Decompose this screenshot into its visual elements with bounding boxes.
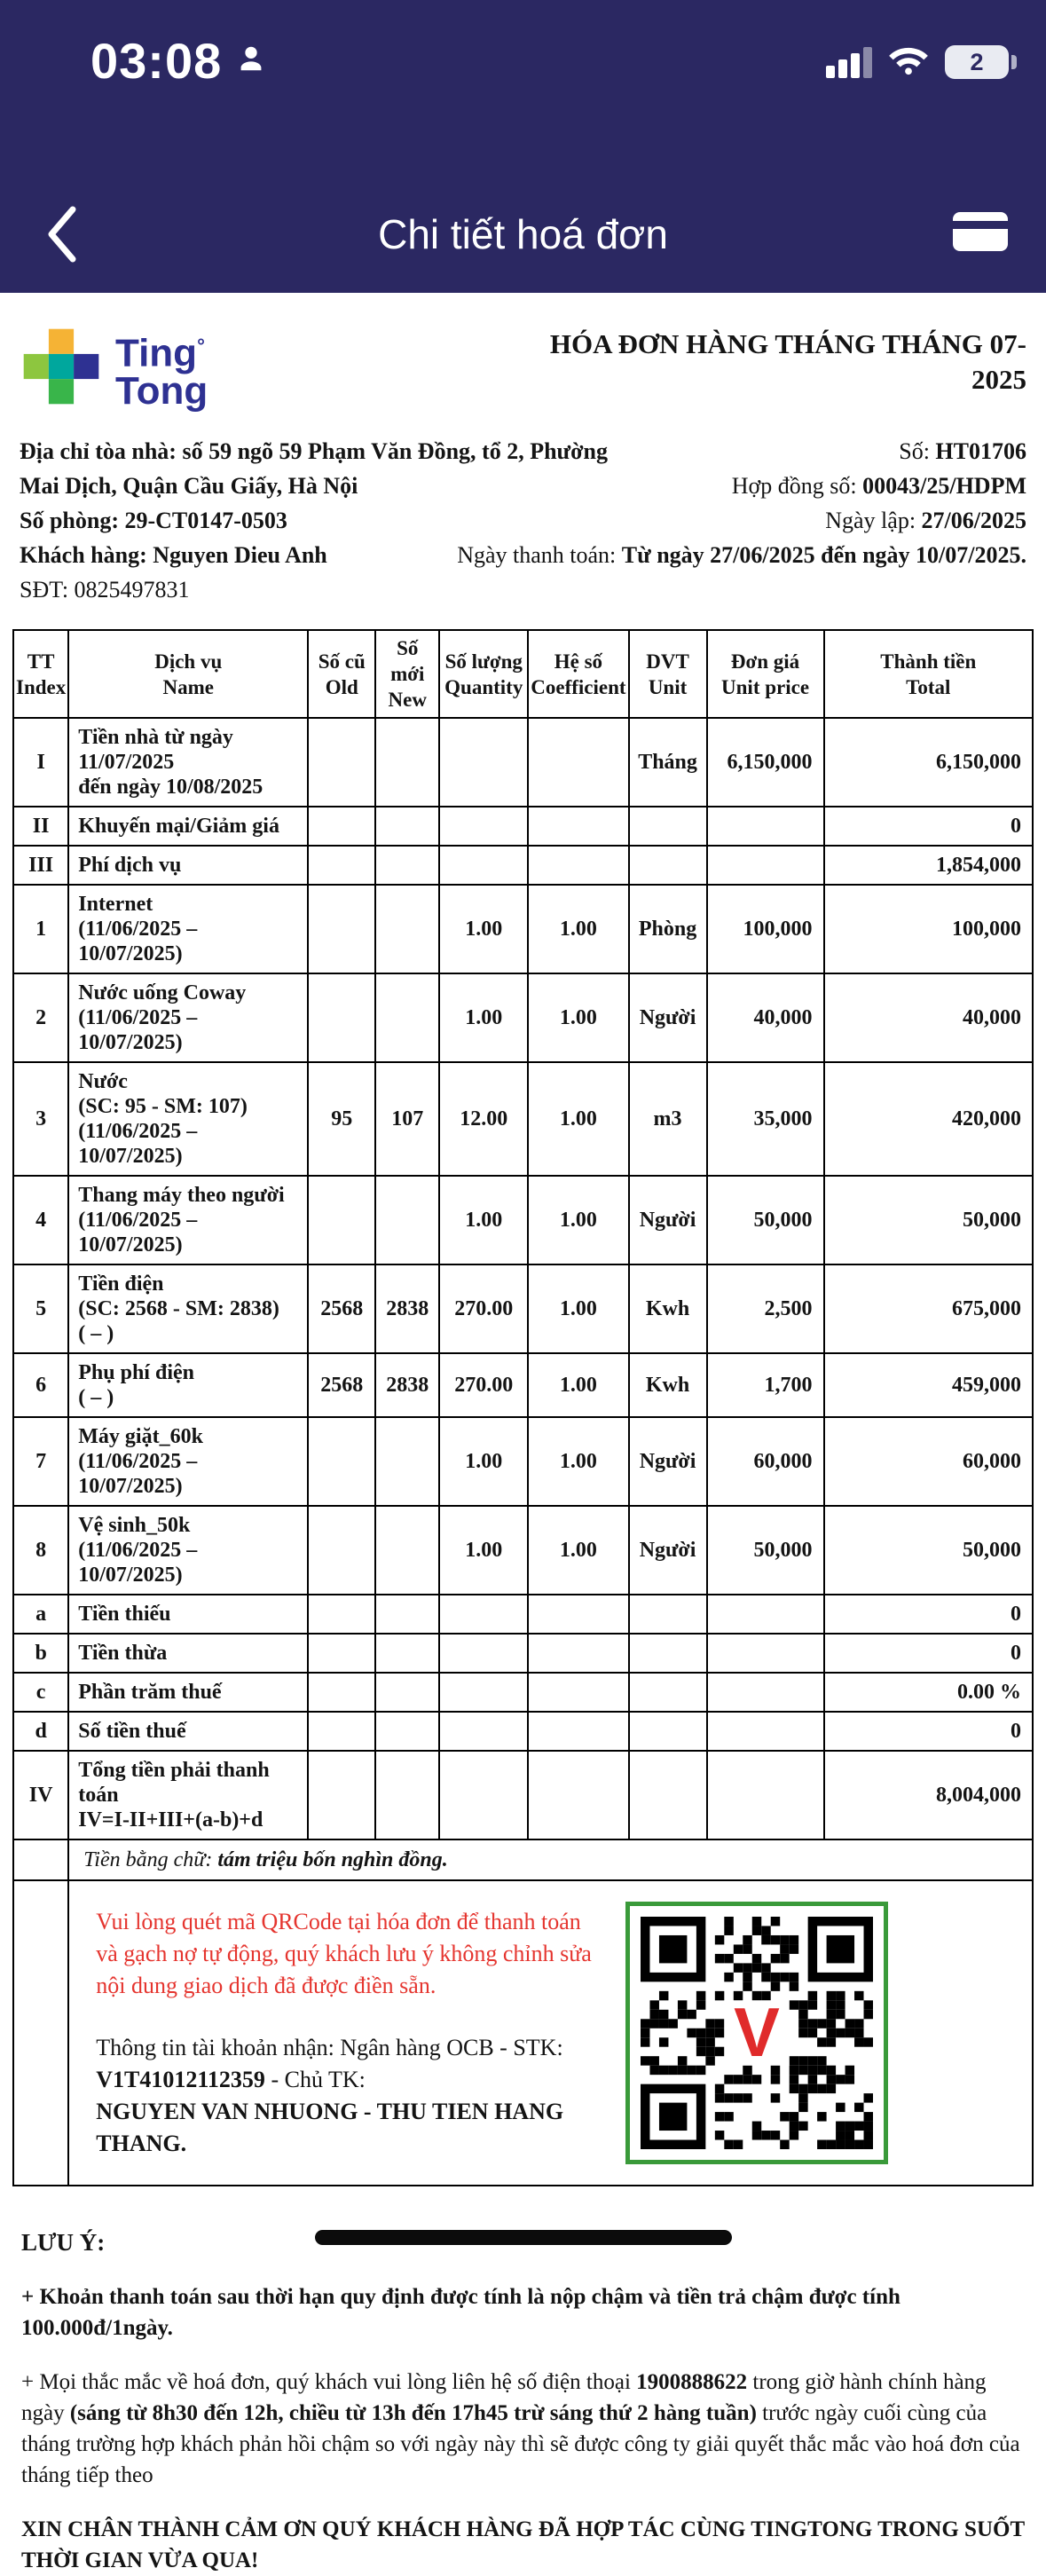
column-header: Số cũ Old	[308, 630, 375, 718]
table-row	[13, 885, 1033, 973]
qr-instruction-text: Vui lòng quét mã QRCode tại hóa đơn để thanh toán và gạch nợ tự động, quý khách lưu ý không chỉnh sửa nội dung giao dịch đã được điền sẵn.	[96, 1909, 592, 1998]
table-cell: 2838	[375, 1264, 439, 1353]
invoice-table	[12, 629, 1034, 2186]
table-cell: III	[13, 846, 68, 885]
table-cell	[528, 846, 628, 885]
table-cell: m3	[629, 1062, 707, 1176]
table-cell: 1.00	[439, 1506, 528, 1595]
table-cell: I	[13, 718, 68, 807]
table-row	[13, 1353, 1033, 1417]
table-cell	[375, 846, 439, 885]
table-row	[13, 973, 1033, 1062]
account-number: V1T41012112359	[96, 2067, 265, 2092]
invoice-title-line1: HÓA ĐƠN HÀNG THÁNG THÁNG 07-	[549, 328, 1026, 359]
table-cell: Vệ sinh_50k (11/06/2025 – 10/07/2025)	[68, 1506, 308, 1595]
table-cell: Thang máy theo người (11/06/2025 – 10/07/2025)	[68, 1176, 308, 1264]
table-cell: Nước uống Coway (11/06/2025 – 10/07/2025)	[68, 973, 308, 1062]
note-contact-hours: (sáng từ 8h30 đến 12h, chiều từ 13h đến 17h45 trừ sáng thứ 2 hàng tuần)	[69, 2401, 757, 2425]
table-cell: Tiền nhà từ ngày 11/07/2025 đến ngày 10/08/2025	[68, 718, 308, 807]
person-icon	[234, 42, 268, 80]
qr-code	[625, 1902, 888, 2164]
table-cell: Phụ phí điện ( – )	[68, 1353, 308, 1417]
table-cell	[308, 807, 375, 846]
table-row	[13, 718, 1033, 807]
table-cell: 50,000	[824, 1506, 1033, 1595]
table-cell: 1.00	[528, 885, 628, 973]
table-cell: 1.00	[439, 973, 528, 1062]
table-cell: 2568	[308, 1353, 375, 1417]
table-cell	[308, 1176, 375, 1264]
table-cell: 0	[824, 1595, 1033, 1634]
note-contact-post: trước ngày cuối cùng của tháng trường hợp khách phản hồi chậm so với ngày này thì sẽ được công ty giải quyết thắc mắc vào hoá đơn của tháng tiếp theo	[21, 2401, 1020, 2487]
table-cell: 2568	[308, 1264, 375, 1353]
table-cell	[375, 1634, 439, 1673]
table-cell	[528, 718, 628, 807]
table-row	[13, 1264, 1033, 1353]
table-cell	[375, 1176, 439, 1264]
column-header: Hệ số Coefficient	[528, 630, 628, 718]
table-cell: IV	[13, 1751, 68, 1839]
column-header: Dịch vụ Name	[68, 630, 308, 718]
table-cell	[308, 1595, 375, 1634]
table-cell: Phí dịch vụ	[68, 846, 308, 885]
table-cell: 1,854,000	[824, 846, 1033, 885]
table-cell: Tháng	[629, 718, 707, 807]
table-cell	[375, 885, 439, 973]
info-line: Khách hàng: Nguyen Dieu Anh	[20, 542, 327, 568]
qr-row	[13, 1880, 1033, 2186]
table-cell: 12.00	[439, 1062, 528, 1176]
status-time-group	[90, 32, 268, 90]
account-info-text	[96, 2032, 599, 2160]
amount-in-words	[68, 1839, 1033, 1880]
column-header: Đơn giá Unit price	[707, 630, 824, 718]
table-cell	[528, 807, 628, 846]
table-cell: a	[13, 1595, 68, 1634]
table-cell: Kwh	[629, 1353, 707, 1417]
table-cell: 459,000	[824, 1353, 1033, 1417]
qr-section	[68, 1880, 1033, 2186]
table-cell: d	[13, 1712, 68, 1751]
table-cell: 2	[13, 973, 68, 1062]
table-cell: 1.00	[439, 1176, 528, 1264]
table-row	[13, 1751, 1033, 1839]
signal-strength-icon	[826, 47, 872, 78]
table-row	[13, 1506, 1033, 1595]
table-cell: 2,500	[707, 1264, 824, 1353]
table-cell: c	[13, 1673, 68, 1712]
table-cell: Tổng tiền phải thanh toán IV=I-II+III+(a-b)+d	[68, 1751, 308, 1839]
table-row	[13, 1417, 1033, 1506]
nav-bar	[0, 185, 1046, 284]
table-cell: 2838	[375, 1353, 439, 1417]
table-cell	[439, 1595, 528, 1634]
invoice-top-row	[12, 319, 1034, 413]
table-cell	[439, 846, 528, 885]
table-cell: 4	[13, 1176, 68, 1264]
info-line: Số: HT01706	[899, 438, 1026, 464]
table-cell: 1.00	[528, 1264, 628, 1353]
table-cell	[13, 1839, 68, 1880]
table-cell	[707, 1673, 824, 1712]
table-cell	[308, 718, 375, 807]
table-row	[13, 1673, 1033, 1712]
table-cell: Tiền thừa	[68, 1634, 308, 1673]
page-title: Chi tiết hoá đơn	[378, 211, 668, 257]
table-cell	[707, 846, 824, 885]
table-row	[13, 1176, 1033, 1264]
table-cell: 95	[308, 1062, 375, 1176]
table-cell: 8	[13, 1506, 68, 1595]
table-cell: 40,000	[707, 973, 824, 1062]
notes-section	[12, 2227, 1034, 2576]
note-thanks: XIN CHÂN THÀNH CẢM ƠN QUÝ KHÁCH HÀNG ĐÃ HỢP TÁC CÙNG TINGTONG TRONG SUỐT THỜI GIAN VỪA QUA!	[21, 2517, 1025, 2572]
info-line: Ngày lập: 27/06/2025	[825, 508, 1026, 533]
table-cell: Phòng	[629, 885, 707, 973]
table-cell: 8,004,000	[824, 1751, 1033, 1839]
account-pre: Thông tin tài khoản nhận: Ngân hàng OCB - STK:	[96, 2035, 563, 2060]
table-cell	[375, 1712, 439, 1751]
table-cell: 675,000	[824, 1264, 1033, 1353]
table-cell: 1,700	[707, 1353, 824, 1417]
status-icons	[826, 43, 1009, 82]
column-header: DVT Unit	[629, 630, 707, 718]
table-cell	[629, 1751, 707, 1839]
table-cell: 100,000	[824, 885, 1033, 973]
table-cell	[375, 807, 439, 846]
table-row	[13, 1712, 1033, 1751]
table-cell	[439, 718, 528, 807]
table-cell	[528, 1595, 628, 1634]
table-cell	[629, 1634, 707, 1673]
table-cell: 6,150,000	[824, 718, 1033, 807]
table-cell: Kwh	[629, 1264, 707, 1353]
brand-line1: Ting	[115, 331, 198, 375]
table-cell	[629, 846, 707, 885]
table-cell: 1.00	[528, 1353, 628, 1417]
table-cell	[707, 1634, 824, 1673]
table-cell	[375, 973, 439, 1062]
table-cell: Nước (SC: 95 - SM: 107) (11/06/2025 – 10/07/2025)	[68, 1062, 308, 1176]
status-bar	[0, 32, 1046, 89]
table-cell: 100,000	[707, 885, 824, 973]
table-row	[13, 846, 1033, 885]
table-cell	[308, 1417, 375, 1506]
account-mid: - Chủ TK:	[264, 2067, 366, 2092]
table-cell	[375, 1751, 439, 1839]
amount-in-words-value: tám triệu bốn nghìn đồng.	[217, 1848, 448, 1871]
info-line: Hợp đồng số: 00043/25/HDPM	[731, 473, 1026, 499]
table-row	[13, 1634, 1033, 1673]
table-cell	[439, 1673, 528, 1712]
note-contact-phone: 1900888622	[636, 2370, 748, 2394]
table-cell	[707, 1712, 824, 1751]
table-cell: 107	[375, 1062, 439, 1176]
table-cell	[629, 1595, 707, 1634]
table-cell	[308, 1634, 375, 1673]
wifi-icon	[888, 44, 929, 81]
tingtong-logo-icon	[20, 325, 103, 413]
table-cell	[707, 807, 824, 846]
table-cell	[13, 1880, 68, 2186]
invoice-table-head-row	[13, 630, 1033, 718]
table-cell	[707, 1751, 824, 1839]
table-cell: 0.00 %	[824, 1673, 1033, 1712]
table-cell	[375, 1673, 439, 1712]
invoice-title	[512, 327, 1026, 398]
table-cell: 6,150,000	[707, 718, 824, 807]
table-cell: 1.00	[439, 885, 528, 973]
table-cell: 270.00	[439, 1353, 528, 1417]
column-header: Số mới New	[375, 630, 439, 718]
table-cell	[528, 1673, 628, 1712]
table-cell	[375, 1595, 439, 1634]
battery-icon	[945, 45, 1009, 79]
table-cell	[629, 807, 707, 846]
table-cell	[308, 846, 375, 885]
table-cell: 3	[13, 1062, 68, 1176]
brand-line2: Tong	[115, 368, 208, 413]
table-cell: 0	[824, 807, 1033, 846]
table-cell: Người	[629, 1506, 707, 1595]
invoice-title-line2: 2025	[971, 364, 1026, 395]
amount-in-words-row	[13, 1839, 1033, 1880]
table-cell: 270.00	[439, 1264, 528, 1353]
table-cell: 1.00	[528, 1417, 628, 1506]
table-cell: 7	[13, 1417, 68, 1506]
credit-card-icon	[952, 243, 1009, 256]
table-cell	[308, 1712, 375, 1751]
table-cell: 420,000	[824, 1062, 1033, 1176]
table-cell: 35,000	[707, 1062, 824, 1176]
invoice-table-body	[13, 718, 1033, 1839]
qr-code-svg	[641, 1917, 873, 2149]
table-cell: 5	[13, 1264, 68, 1353]
table-cell: 1.00	[528, 973, 628, 1062]
status-time: 03:08	[90, 33, 223, 89]
info-line: Ngày thanh toán: Từ ngày 27/06/2025 đến ngày 10/07/2025.	[457, 542, 1026, 568]
table-cell	[528, 1712, 628, 1751]
table-cell: 60,000	[824, 1417, 1033, 1506]
qr-text-block	[82, 1906, 625, 2160]
table-cell: 1.00	[528, 1176, 628, 1264]
table-cell: Người	[629, 973, 707, 1062]
table-cell: 50,000	[707, 1176, 824, 1264]
payment-card-button[interactable]	[952, 209, 1009, 256]
table-cell	[439, 1712, 528, 1751]
notes-title: LƯU Ý:	[21, 2229, 106, 2256]
column-header: Số lượng Quantity	[439, 630, 528, 718]
table-cell	[439, 1751, 528, 1839]
column-header: TT Index	[13, 630, 68, 718]
table-cell: Phần trăm thuế	[68, 1673, 308, 1712]
table-cell: 1.00	[528, 1506, 628, 1595]
table-cell	[308, 1673, 375, 1712]
battery-level: 2	[970, 48, 984, 75]
table-cell: 50,000	[824, 1176, 1033, 1264]
brand-logo	[20, 325, 208, 413]
table-row	[13, 807, 1033, 846]
table-cell: 40,000	[824, 973, 1033, 1062]
back-button[interactable]	[30, 199, 92, 272]
brand-mark: °	[197, 335, 205, 358]
table-cell	[528, 1634, 628, 1673]
table-cell	[308, 1751, 375, 1839]
table-cell: Máy giặt_60k (11/06/2025 – 10/07/2025)	[68, 1417, 308, 1506]
brand-name	[115, 327, 208, 413]
table-cell: 60,000	[707, 1417, 824, 1506]
svg-text:V: V	[734, 1995, 780, 2072]
table-cell	[308, 885, 375, 973]
column-header: Thành tiền Total	[824, 630, 1033, 718]
account-holder: NGUYEN VAN NHUONG - THU TIEN HANG THANG.	[96, 2099, 564, 2156]
table-cell	[308, 973, 375, 1062]
table-cell: Số tiền thuế	[68, 1712, 308, 1751]
table-cell: 1.00	[439, 1417, 528, 1506]
table-row	[13, 1062, 1033, 1176]
table-cell	[629, 1712, 707, 1751]
table-cell: Tiền điện (SC: 2568 - SM: 2838) ( – )	[68, 1264, 308, 1353]
invoice-info	[12, 434, 1034, 613]
invoice-table-footer	[13, 1839, 1033, 2186]
note-late-payment: + Khoản thanh toán sau thời hạn quy định được tính là nộp chậm và tiền trả chậm được tính 100.000đ/1ngày.	[21, 2285, 901, 2340]
table-cell	[629, 1673, 707, 1712]
table-row	[13, 1595, 1033, 1634]
table-cell	[375, 1506, 439, 1595]
table-cell: 6	[13, 1353, 68, 1417]
table-cell: 0	[824, 1634, 1033, 1673]
table-cell: Tiền thiếu	[68, 1595, 308, 1634]
table-cell	[439, 1634, 528, 1673]
table-cell: 1	[13, 885, 68, 973]
table-cell: Người	[629, 1417, 707, 1506]
note-contact-mid: trong giờ hành chính hàng ngày	[21, 2370, 987, 2425]
table-cell	[375, 1417, 439, 1506]
home-indicator[interactable]	[315, 2230, 732, 2245]
table-cell: Khuyến mại/Giảm giá	[68, 807, 308, 846]
table-cell	[528, 1751, 628, 1839]
info-line: Địa chỉ tòa nhà: số 59 ngõ 59 Phạm Văn Đồng, tổ 2, Phường Mai Dịch, Quận Cầu Giấy, Hà Nội	[20, 438, 608, 499]
chevron-left-icon	[43, 202, 80, 269]
table-cell: II	[13, 807, 68, 846]
info-line: SĐT: 0825497831	[20, 577, 190, 603]
table-cell: 1.00	[528, 1062, 628, 1176]
app-header	[0, 0, 1046, 293]
table-cell	[308, 1506, 375, 1595]
note-contact	[21, 2367, 1025, 2491]
table-cell: b	[13, 1634, 68, 1673]
amount-in-words-label: Tiền bằng chữ:	[83, 1848, 218, 1871]
table-cell	[439, 807, 528, 846]
invoice-info-right	[343, 434, 1026, 572]
table-cell	[375, 718, 439, 807]
info-line: Số phòng: 29-CT0147-0503	[20, 508, 287, 533]
table-cell: Internet (11/06/2025 – 10/07/2025)	[68, 885, 308, 973]
table-cell: 50,000	[707, 1506, 824, 1595]
table-cell: 0	[824, 1712, 1033, 1751]
table-cell	[707, 1595, 824, 1634]
table-cell: Người	[629, 1176, 707, 1264]
note-contact-pre: + Mọi thắc mắc về hoá đơn, quý khách vui lòng liên hệ số điện thoại	[21, 2370, 637, 2394]
